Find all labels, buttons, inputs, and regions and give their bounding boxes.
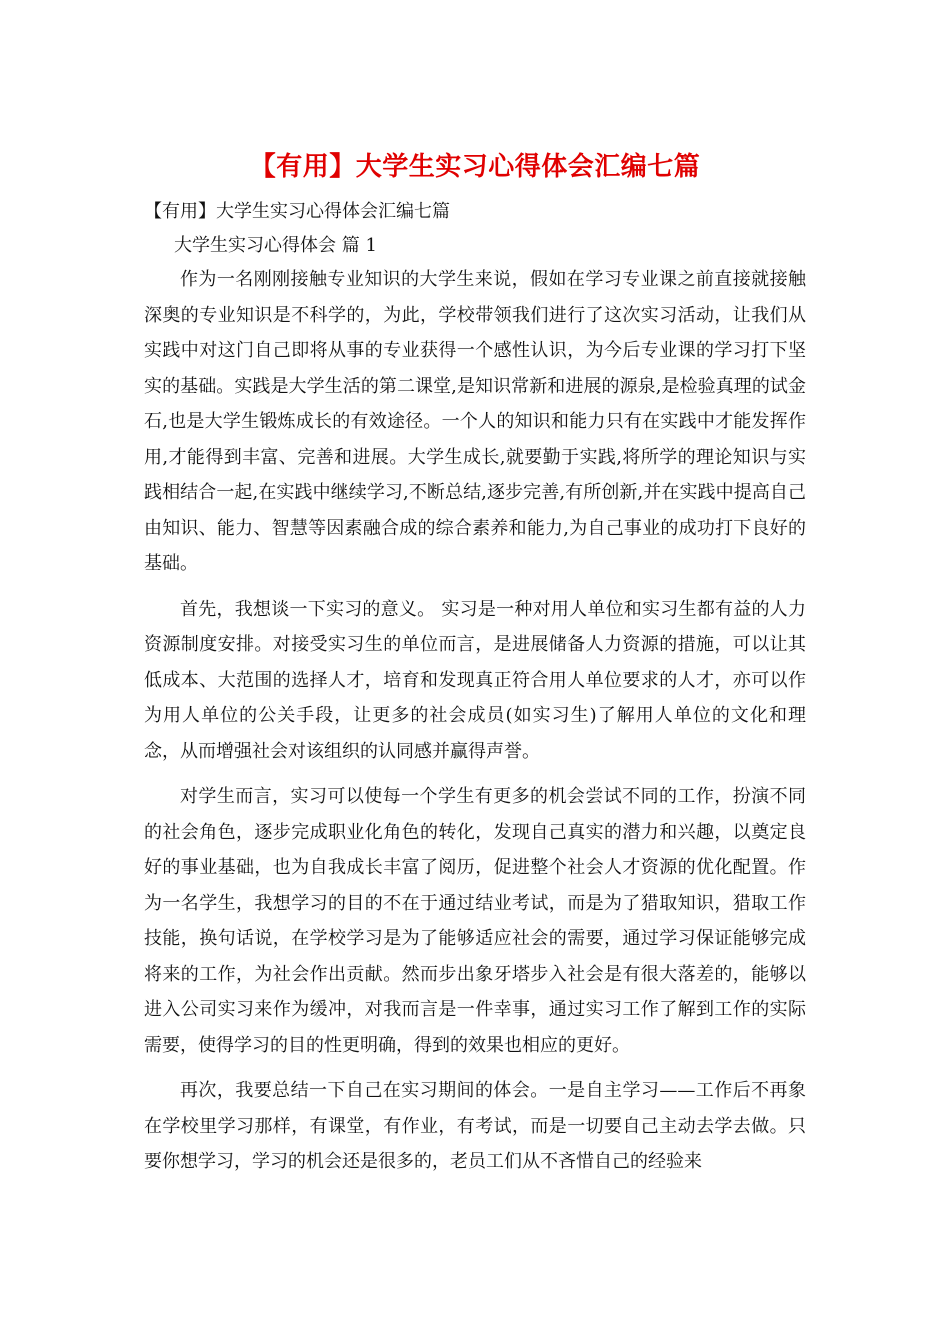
paragraph: 作为一名刚刚接触专业知识的大学生来说，假如在学习专业课之前直接就接触深奥的专业知识是不科学的，为此，学校带领我们进行了这次实习活动，让我们从实践中对这门自己即将从事的专业获得一个感性认识，为今后专业课的学习打下坚实的基础。实践是大学生活的第二课堂,是知识常新和进展的源泉,是检验真理的试金石,也是大学生锻炼成长的有效途径。一个人的知识和能力只有在实践中才能发挥作用,才能得到丰富、完善和进展。大学生成长,就要勤于实践,将所学的理论知识与实践相结合一起,在实践中继续学习,不断总结,逐步完善,有所创新,并在实践中提高自己由知识、能力、智慧等因素融合成的综合素养和能力,为自己事业的成功打下良好的基础。: [144, 269, 806, 574]
document-title: 【有用】大学生实习心得体会汇编七篇: [249, 152, 701, 182]
paragraph: 对学生而言，实习可以使每一个学生有更多的机会尝试不同的工作，扮演不同的社会角色，逐步完成职业化角色的转化，发现自己真实的潜力和兴趣，以奠定良好的事业基础，也为自我成长丰富了阅历，促进整个社会人才资源的优化配置。作为一名学生，我想学习的目的不在于通过结业考试，而是为了猎取知识，猎取工作技能，换句话说，在学校学习是为了能够适应社会的需要，通过学习保证能够完成将来的工作，为社会作出贡献。然而步出象牙塔步入社会是有很大落差的，能够以进入公司实习来作为缓冲，对我而言是一件幸事，通过实习工作了解到工作的实际需要，使得学习的目的性更明确，得到的效果也相应的更好。: [144, 786, 806, 1056]
document-body: [144, 262, 806, 1190]
paragraph: 再次，我要总结一下自己在实习期间的体会。一是自主学习——工作后不再象在学校里学习那样，有课堂，有作业，有考试，而是一切要自己主动去学去做。只要你想学习，学习的机会还是很多的，老员工们从不吝惜自己的经验来: [144, 1080, 806, 1172]
document-subtitle: 【有用】大学生实习心得体会汇编七篇: [144, 201, 450, 222]
section-heading: 大学生实习心得体会 篇 1: [174, 235, 377, 256]
paragraph: 首先，我想谈一下实习的意义。 实习是一种对用人单位和实习生都有益的人力资源制度安排。对接受实习生的单位而言，是进展储备人力资源的措施，可以让其低成本、大范围的选择人才，培育和发现真正符合用人单位要求的人才，亦可以作为用人单位的公关手段，让更多的社会成员(如实习生)了解用人单位的文化和理念，从而增强社会对该组织的认同感并赢得声誉。: [144, 598, 806, 762]
